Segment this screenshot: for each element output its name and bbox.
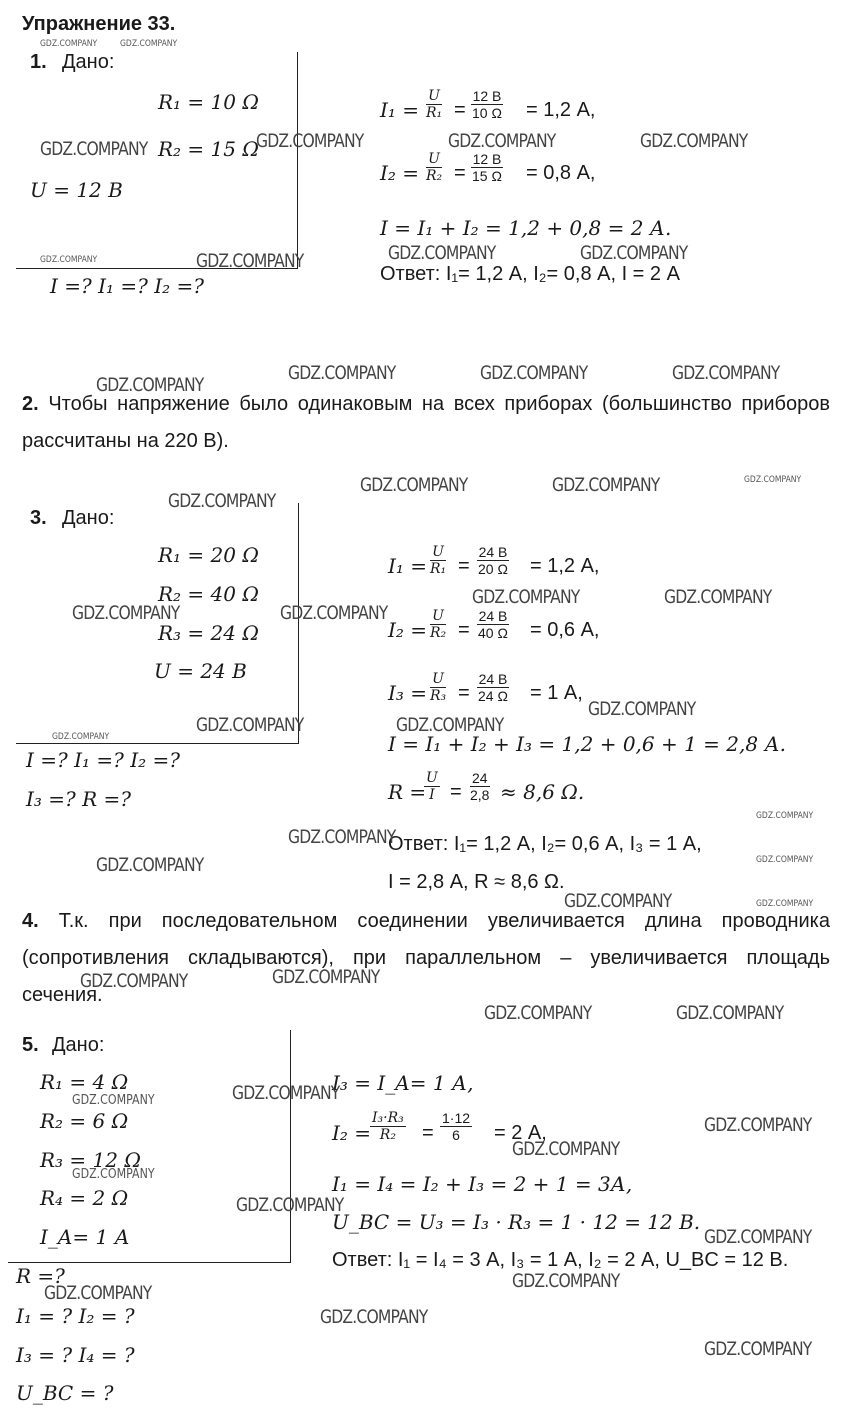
p1-r1: R₁ = 10 Ω xyxy=(158,90,259,114)
watermark: GDZ.COMPANY xyxy=(640,130,748,152)
p5-line-1: I₃ = I_A= 1 А, xyxy=(332,1071,474,1095)
p3-sum: I = I₁ + I₂ + I₃ = 1,2 + 0,6 + 1 = 2,8 А. xyxy=(388,732,786,756)
watermark: GDZ.COMPANY xyxy=(552,474,660,496)
watermark: GDZ.COMPANY xyxy=(80,970,188,992)
p5-divider-vertical xyxy=(290,1030,291,1262)
p5-r4: R₄ = 2 Ω xyxy=(40,1186,129,1210)
watermark: GDZ.COMPANY xyxy=(288,362,396,384)
watermark-small: GDZ.COMPANY xyxy=(40,39,98,49)
watermark: GDZ.COMPANY xyxy=(448,130,556,152)
p5-divider-horizontal xyxy=(8,1262,291,1263)
p3-voltage: U = 24 В xyxy=(154,659,247,683)
watermark: GDZ.COMPANY xyxy=(704,1114,812,1136)
p5-find-3: I₃ = ? I₄ = ? xyxy=(16,1343,135,1367)
p1-sum: I = I₁ + I₂ = 1,2 + 0,8 = 2 А. xyxy=(380,216,672,240)
watermark: GDZ.COMPANY xyxy=(388,242,496,264)
p5-find-2: I₁ = ? I₂ = ? xyxy=(16,1304,135,1328)
p5-number: 5. xyxy=(22,1034,39,1056)
watermark: GDZ.COMPANY xyxy=(320,1306,428,1328)
p3-i3-result: = 1 А, xyxy=(530,682,583,704)
watermark: GDZ.COMPANY xyxy=(676,1002,784,1024)
p1-i2-frac2: 12 В 15 Ω xyxy=(472,151,502,185)
watermark: GDZ.COMPANY xyxy=(288,826,396,848)
watermark: GDZ.COMPANY xyxy=(472,586,580,608)
watermark: GDZ.COMPANY xyxy=(480,362,588,384)
p3-i1-lhs: I₁ = xyxy=(388,554,428,578)
p3-r3: R₃ = 24 Ω xyxy=(158,621,259,645)
p3-answer-2: I = 2,8 А, R ≈ 8,6 Ω. xyxy=(388,871,565,893)
p3-r1: R₁ = 20 Ω xyxy=(158,543,259,567)
p5-i2-frac1: $\frac{\text{I₃·R₃}}{\text{R₂}}$ xyxy=(372,1110,404,1144)
watermark: GDZ.COMPANY xyxy=(272,966,380,988)
p3-r-frac2: $\frac{24}{2,8}$ xyxy=(470,770,490,804)
watermark: GDZ.COMPANY xyxy=(704,1338,812,1360)
p3-given-label: Дано: xyxy=(62,507,115,529)
p1-divider-vertical xyxy=(297,52,298,268)
p1-i1-result: = 1,2 А, xyxy=(526,99,596,121)
watermark-small: GDZ.COMPANY xyxy=(72,1093,155,1108)
watermark: GDZ.COMPANY xyxy=(588,698,696,720)
p3-r-result: ≈ 8,6 Ω. xyxy=(500,780,585,804)
watermark-small: GDZ.COMPANY xyxy=(72,1167,155,1182)
watermark-small: GDZ.COMPANY xyxy=(40,255,98,265)
p5-ia: I_A= 1 А xyxy=(40,1225,130,1249)
watermark: GDZ.COMPANY xyxy=(168,490,276,512)
p3-number: 3. xyxy=(30,507,47,529)
watermark: GDZ.COMPANY xyxy=(396,714,504,736)
watermark-small: GDZ.COMPANY xyxy=(756,899,814,909)
p5-find-1: R =? xyxy=(16,1264,65,1288)
p1-r2: R₂ = 15 Ω xyxy=(158,137,259,161)
p1-i1-lhs: I₁ = xyxy=(380,98,420,122)
p5-line-4: U_BC = U₃ = I₃ · R₃ = 1 · 12 = 12 В. xyxy=(332,1210,701,1234)
p3-i2-frac1: $\frac{U}{\text{R₂}}$ xyxy=(430,608,447,642)
p1-answer: Ответ: I₁= 1,2 А, I₂= 0,8 А, I = 2 А xyxy=(380,263,680,285)
watermark: GDZ.COMPANY xyxy=(484,1002,592,1024)
p3-i1-frac1: $\frac{U}{\text{R₁}}$ xyxy=(430,544,447,578)
watermark-small: GDZ.COMPANY xyxy=(744,475,802,485)
watermark: GDZ.COMPANY xyxy=(704,1226,812,1248)
p3-i3-frac2: 24 В 24 Ω xyxy=(478,671,508,705)
p1-number: 1. xyxy=(30,51,47,73)
p5-r1: R₁ = 4 Ω xyxy=(40,1070,129,1094)
p5-given-label: Дано: xyxy=(52,1034,105,1056)
p3-i1-result: = 1,2 А, xyxy=(530,555,600,577)
watermark: GDZ.COMPANY xyxy=(664,586,772,608)
p3-r-eq: = xyxy=(450,781,462,803)
watermark: GDZ.COMPANY xyxy=(96,854,204,876)
p1-i1-frac2: 12 В 10 Ω xyxy=(472,88,502,122)
p4-text-block: 4. Т.к. при последовательном соединении увеличивается длина проводника (сопротивления складываются), при параллельном – увеличивается площадь сечения. xyxy=(22,910,830,1006)
p5-i2-lhs: I₂ = xyxy=(332,1121,372,1145)
p3-i2-lhs: I₂ = xyxy=(388,618,428,642)
p1-i1-eq: = xyxy=(454,99,466,121)
p3-r-frac1: $\frac{U}{I}$ xyxy=(426,770,438,804)
page-title: Упражнение 33. xyxy=(22,13,176,35)
watermark: GDZ.COMPANY xyxy=(360,474,468,496)
watermark: GDZ.COMPANY xyxy=(196,714,304,736)
p3-i3-frac1: $\frac{U}{\text{R₃}}$ xyxy=(430,671,447,705)
p3-divider-horizontal xyxy=(16,743,299,744)
watermark: GDZ.COMPANY xyxy=(256,130,364,152)
p3-i1-frac2: 24 В 20 Ω xyxy=(478,544,508,578)
p3-i2-frac2: 24 В 40 Ω xyxy=(478,608,508,642)
p1-i2-lhs: I₂ = xyxy=(380,161,420,185)
p1-given-label: Дано: xyxy=(62,51,115,73)
p1-find: I =? I₁ =? I₂ =? xyxy=(50,274,204,298)
p2-text-block: 2. Чтобы напряжение было одинаковым на всех приборах (большинство приборов рассчитаны на 220 В). xyxy=(22,393,830,452)
p1-i2-frac1: $\frac{U}{\text{R₂}}$ xyxy=(426,151,443,185)
p3-r2: R₂ = 40 Ω xyxy=(158,582,259,606)
p5-i2-frac2: $\frac{1\cdot 12}{6}$ xyxy=(442,1110,471,1144)
watermark: GDZ.COMPANY xyxy=(564,890,672,912)
watermark: GDZ.COMPANY xyxy=(672,362,780,384)
p5-r3: R₃ = 12 Ω xyxy=(40,1148,141,1172)
p1-voltage: U = 12 В xyxy=(30,178,123,202)
p1-i1-frac1: $\frac{U}{\text{R₁}}$ xyxy=(426,88,443,122)
p3-r-lhs: R = xyxy=(388,780,427,804)
p5-i2-result: = 2 А, xyxy=(494,1122,547,1144)
watermark: GDZ.COMPANY xyxy=(196,250,304,272)
p5-line-3: I₁ = I₄ = I₂ + I₃ = 2 + 1 = 3А, xyxy=(332,1172,633,1196)
watermark: GDZ.COMPANY xyxy=(232,1082,340,1104)
watermark: GDZ.COMPANY xyxy=(72,602,180,624)
p3-find-1: I =? I₁ =? I₂ =? xyxy=(26,748,180,772)
p3-i2-result: = 0,6 А, xyxy=(530,619,600,641)
watermark-small: GDZ.COMPANY xyxy=(120,39,178,49)
watermark: GDZ.COMPANY xyxy=(580,242,688,264)
p3-answer-1: Ответ: I₁= 1,2 А, I₂= 0,6 А, I₃ = 1 А, xyxy=(388,833,702,855)
watermark: GDZ.COMPANY xyxy=(512,1270,620,1292)
p5-r2: R₂ = 6 Ω xyxy=(40,1109,129,1133)
watermark: GDZ.COMPANY xyxy=(44,1282,152,1304)
watermark: GDZ.COMPANY xyxy=(280,602,388,624)
p3-i2-eq: = xyxy=(458,619,470,641)
watermark: GDZ.COMPANY xyxy=(236,1194,344,1216)
p1-i2-eq: = xyxy=(454,162,466,184)
p3-i3-lhs: I₃ = xyxy=(388,681,428,705)
p5-answer: Ответ: I₁ = I₄ = 3 А, I₃ = 1 А, I₂ = 2 А, U_BC = 12 В. xyxy=(332,1249,789,1271)
p3-i1-eq: = xyxy=(458,555,470,577)
watermark: GDZ.COMPANY xyxy=(40,138,148,160)
watermark: GDZ.COMPANY xyxy=(96,374,204,396)
watermark-small: GDZ.COMPANY xyxy=(756,855,814,865)
watermark: GDZ.COMPANY xyxy=(512,1138,620,1160)
p1-i2-result: = 0,8 А, xyxy=(526,162,596,184)
watermark-small: GDZ.COMPANY xyxy=(756,811,814,821)
watermark-small: GDZ.COMPANY xyxy=(52,732,110,742)
p3-find-2: I₃ =? R =? xyxy=(26,787,132,811)
p3-i3-eq: = xyxy=(458,682,470,704)
p5-find-4: U_BC = ? xyxy=(16,1381,114,1405)
p5-i2-eq: = xyxy=(422,1122,434,1144)
